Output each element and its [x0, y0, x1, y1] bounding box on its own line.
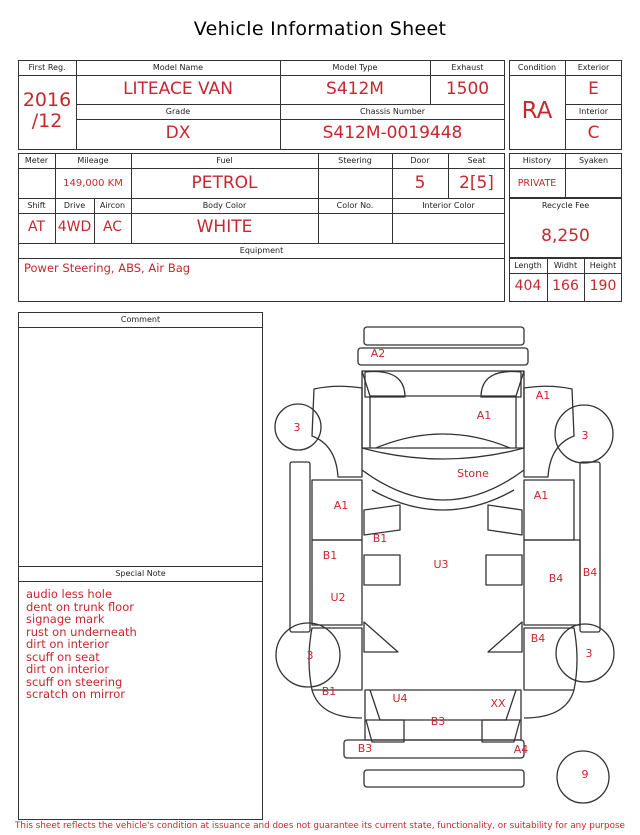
length-label: Length [514, 261, 542, 270]
interior-label: Interior [578, 107, 609, 116]
tire-rear-left-mark: 3 [306, 649, 314, 662]
damage-mark-stone: Stone [457, 467, 489, 480]
shift-label: Shift [27, 201, 46, 210]
special-note-item: dirt on interior [26, 662, 110, 676]
shift-value: AT [27, 219, 46, 235]
damage-mark-b4-right-door: B4 [548, 572, 564, 585]
spare-tire-mark: 9 [581, 768, 589, 781]
condition-label: Condition [517, 63, 557, 72]
damage-mark-b4-right-side: B4 [582, 566, 598, 579]
model-name-label: Model Name [152, 63, 204, 72]
model-type-value: S412M [326, 79, 384, 99]
page-title: Vehicle Information Sheet [193, 18, 447, 40]
damage-mark-b1-mid: B1 [372, 532, 388, 545]
height-label: Height [589, 261, 617, 270]
damage-mark-b4-right-rear: B4 [530, 632, 546, 645]
special-note-item: dent on trunk floor [26, 599, 134, 614]
exterior-grade: E [588, 79, 599, 99]
special-note-item: scuff on seat [26, 649, 100, 664]
first-reg-month: /12 [31, 110, 63, 132]
recycle-fee-value: 8,250 [541, 226, 590, 246]
damage-mark-b1-left-rear: B1 [321, 685, 337, 698]
special-note-item: rust on underneath [26, 624, 137, 639]
comment-label: Comment [120, 315, 161, 324]
damage-mark-a1-front-corner: A1 [535, 389, 551, 402]
damage-mark-a1-right-door: A1 [533, 489, 549, 502]
damage-mark-a1-roof: A1 [476, 409, 492, 422]
history-value: PRIVATE [517, 178, 557, 189]
history-label: History [522, 156, 552, 165]
exhaust-label: Exhaust [451, 63, 484, 72]
special-note-item: scratch on mirror [26, 687, 126, 701]
damage-mark-u3: U3 [433, 558, 449, 571]
damage-mark-b3-rear: B3 [430, 715, 446, 728]
damage-mark-a2: A2 [370, 347, 386, 360]
fuel-value: PETROL [191, 173, 258, 193]
tire-front-left-mark: 3 [293, 421, 301, 434]
damage-mark-u4: U4 [392, 692, 408, 705]
interior-grade: C [587, 123, 600, 143]
recycle-fee-label: Recycle Fee [541, 201, 590, 210]
damage-mark-u2: U2 [330, 591, 346, 604]
length-value: 404 [514, 278, 542, 294]
special-note-item: signage mark [26, 612, 105, 626]
height-value: 190 [589, 278, 617, 294]
seat-value: 2[5] [459, 173, 494, 193]
equipment-label: Equipment [239, 246, 284, 255]
grade-label: Grade [165, 107, 191, 116]
chassis-value: S412M-0019448 [322, 123, 463, 143]
model-name-value: LITEACE VAN [123, 79, 233, 99]
mileage-value: 149,000 KM [63, 178, 123, 189]
body-color-label: Body Color [202, 201, 247, 210]
special-note-item: dirt on interior [26, 637, 110, 651]
special-note-item: audio less hole [26, 587, 113, 601]
body-color-value: WHITE [196, 217, 253, 237]
disclaimer-footer: This sheet reflects the vehicle's condition at issuance and does not guarantee its current state, functionality, or suitability for any purpose [15, 821, 625, 831]
grade-value: DX [165, 123, 191, 143]
width-label: Widht [553, 261, 578, 270]
first-reg-year: 2016 [22, 89, 72, 111]
drive-label: Drive [63, 201, 86, 210]
door-value: 5 [414, 173, 426, 193]
model-type-label: Model Type [332, 63, 378, 72]
damage-mark-b3-bumper: B3 [357, 742, 373, 755]
tire-rear-right-mark: 3 [585, 647, 593, 660]
drive-value: 4WD [57, 219, 92, 235]
first-reg-label: First Reg. [28, 63, 66, 72]
exhaust-value: 1500 [445, 79, 490, 99]
special-note-label: Special Note [115, 569, 166, 578]
special-note-item: scuff on steering [26, 674, 123, 689]
equipment-value: Power Steering, ABS, Air Bag [24, 261, 191, 275]
fuel-label: Fuel [216, 156, 233, 165]
seat-label: Seat [467, 156, 486, 165]
interior-color-label: Interior Color [422, 201, 475, 210]
door-label: Door [410, 156, 430, 165]
chassis-label: Chassis Number [360, 107, 425, 116]
syaken-label: Syaken [578, 156, 609, 165]
condition-grade: RA [521, 98, 553, 124]
aircon-value: AC [102, 219, 123, 235]
damage-mark-b1-left-front: B1 [322, 549, 338, 562]
tire-front-right-mark: 3 [581, 429, 589, 442]
damage-mark-a1-left-door: A1 [333, 499, 349, 512]
mileage-label: Mileage [77, 156, 109, 165]
steering-label: Steering [338, 156, 372, 165]
color-no-label: Color No. [336, 201, 374, 210]
exterior-label: Exterior [577, 63, 610, 72]
width-value: 166 [552, 278, 579, 294]
aircon-label: Aircon [99, 201, 126, 210]
meter-label: Meter [24, 156, 49, 165]
damage-mark-xx: XX [490, 697, 506, 710]
damage-mark-a4: A4 [513, 743, 529, 756]
